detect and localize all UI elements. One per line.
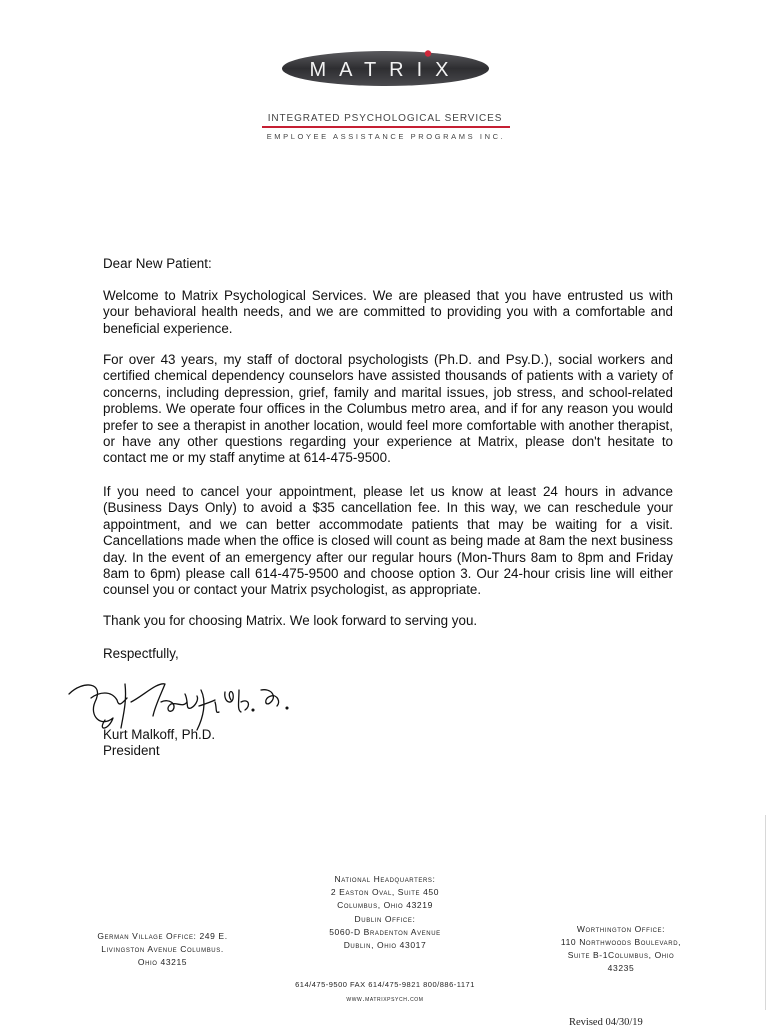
signer-name: Kurt Malkoff, Ph.D. bbox=[103, 727, 216, 742]
closing: Respectfully, bbox=[103, 646, 179, 661]
german-line2: Livingston Avenue Columbus. bbox=[101, 944, 224, 954]
dublin-title: Dublin Office: bbox=[354, 914, 416, 924]
signer-title: President bbox=[103, 743, 160, 759]
footer-german-village-office bbox=[50, 930, 275, 969]
paragraph-cancellation: If you need to cancel your appointment, please let us know at least 24 hours in advance (Business Days Only) to avoid a $35 cancellation fee. In this way, we can reschedule your appointment, and we can better accommodate patients that may be waiting for a visit. Cancellations made when the office is closed will count as being made at 8am the next business day. In the event of an emergency after our regular hours (Mon-Thurs 8am to 8pm and Friday 8am to 6pm) please call 614-475-9500 and choose option 3. Our 24-hour crisis line will either counsel you or contact your Matrix psychologist, as appropriate. bbox=[103, 484, 673, 598]
logo-text: MATRIX bbox=[309, 59, 462, 81]
german-line1: German Village Office: 249 E. bbox=[97, 931, 228, 941]
scan-edge-line bbox=[765, 815, 766, 1010]
salutation: Dear New Patient: bbox=[103, 256, 212, 271]
footer-national-hq bbox=[300, 873, 470, 912]
handwritten-signature bbox=[65, 672, 305, 734]
hq-address-line2: Columbus, Ohio 43219 bbox=[337, 900, 433, 910]
hq-address-line1: 2 Easton Oval, Suite 450 bbox=[330, 887, 440, 897]
signer-block bbox=[103, 727, 215, 760]
paragraph-history: For over 43 years, my staff of doctoral psychologists (Ph.D. and Psy.D.), social workers and certified chemical dependency counselors have assisted thousands of patients with a variety of concerns, including depression, grief, family and marital issues, job stress, and school-related problems. We operate four offices in the Columbus metro area, and if for any reason you would prefer to see a therapist in another location, would feel more comfortable with another therapist, or have any other questions regarding your experience at Matrix, please don't hesitate to contact me or my staff anytime at 614-475-9500. bbox=[103, 352, 673, 466]
paragraph-welcome: Welcome to Matrix Psychological Services. We are pleased that you have entrusted us with your behavioral health needs, and we are committed to providing you with a comfortable and beneficial experience. bbox=[103, 288, 673, 336]
footer-phone-numbers: 614/475-9500 FAX 614/475-9821 800/886-1171 bbox=[295, 980, 475, 989]
worth-line3: 43235 bbox=[607, 963, 635, 973]
worth-title: Worthington Office: bbox=[576, 924, 666, 934]
letterhead-divider bbox=[262, 126, 510, 128]
matrix-logo bbox=[281, 50, 490, 87]
footer-website: www.matrixpsych.com bbox=[346, 994, 424, 1003]
footer-worthington-office bbox=[540, 923, 702, 975]
dublin-address-line1: 5060-D Bradenton Avenue bbox=[329, 927, 441, 937]
dublin-address-line2: Dublin, Ohio 43017 bbox=[343, 940, 427, 950]
worth-line2: Suite B-1Columbus, Ohio bbox=[567, 950, 675, 960]
hq-title: National Headquarters: bbox=[334, 874, 436, 884]
german-line3: Ohio 43215 bbox=[137, 957, 188, 967]
tagline-integrated: INTEGRATED PSYCHOLOGICAL SERVICES bbox=[267, 113, 503, 124]
worth-line1: 110 Northwoods Boulevard, bbox=[560, 937, 682, 947]
paragraph-thanks: Thank you for choosing Matrix. We look forward to serving you. bbox=[103, 613, 478, 628]
tagline-eap: EMPLOYEE ASSISTANCE PROGRAMS INC. bbox=[266, 132, 506, 141]
footer-dublin-office bbox=[296, 913, 474, 952]
revision-date: Revised 04/30/19 bbox=[569, 1017, 643, 1028]
